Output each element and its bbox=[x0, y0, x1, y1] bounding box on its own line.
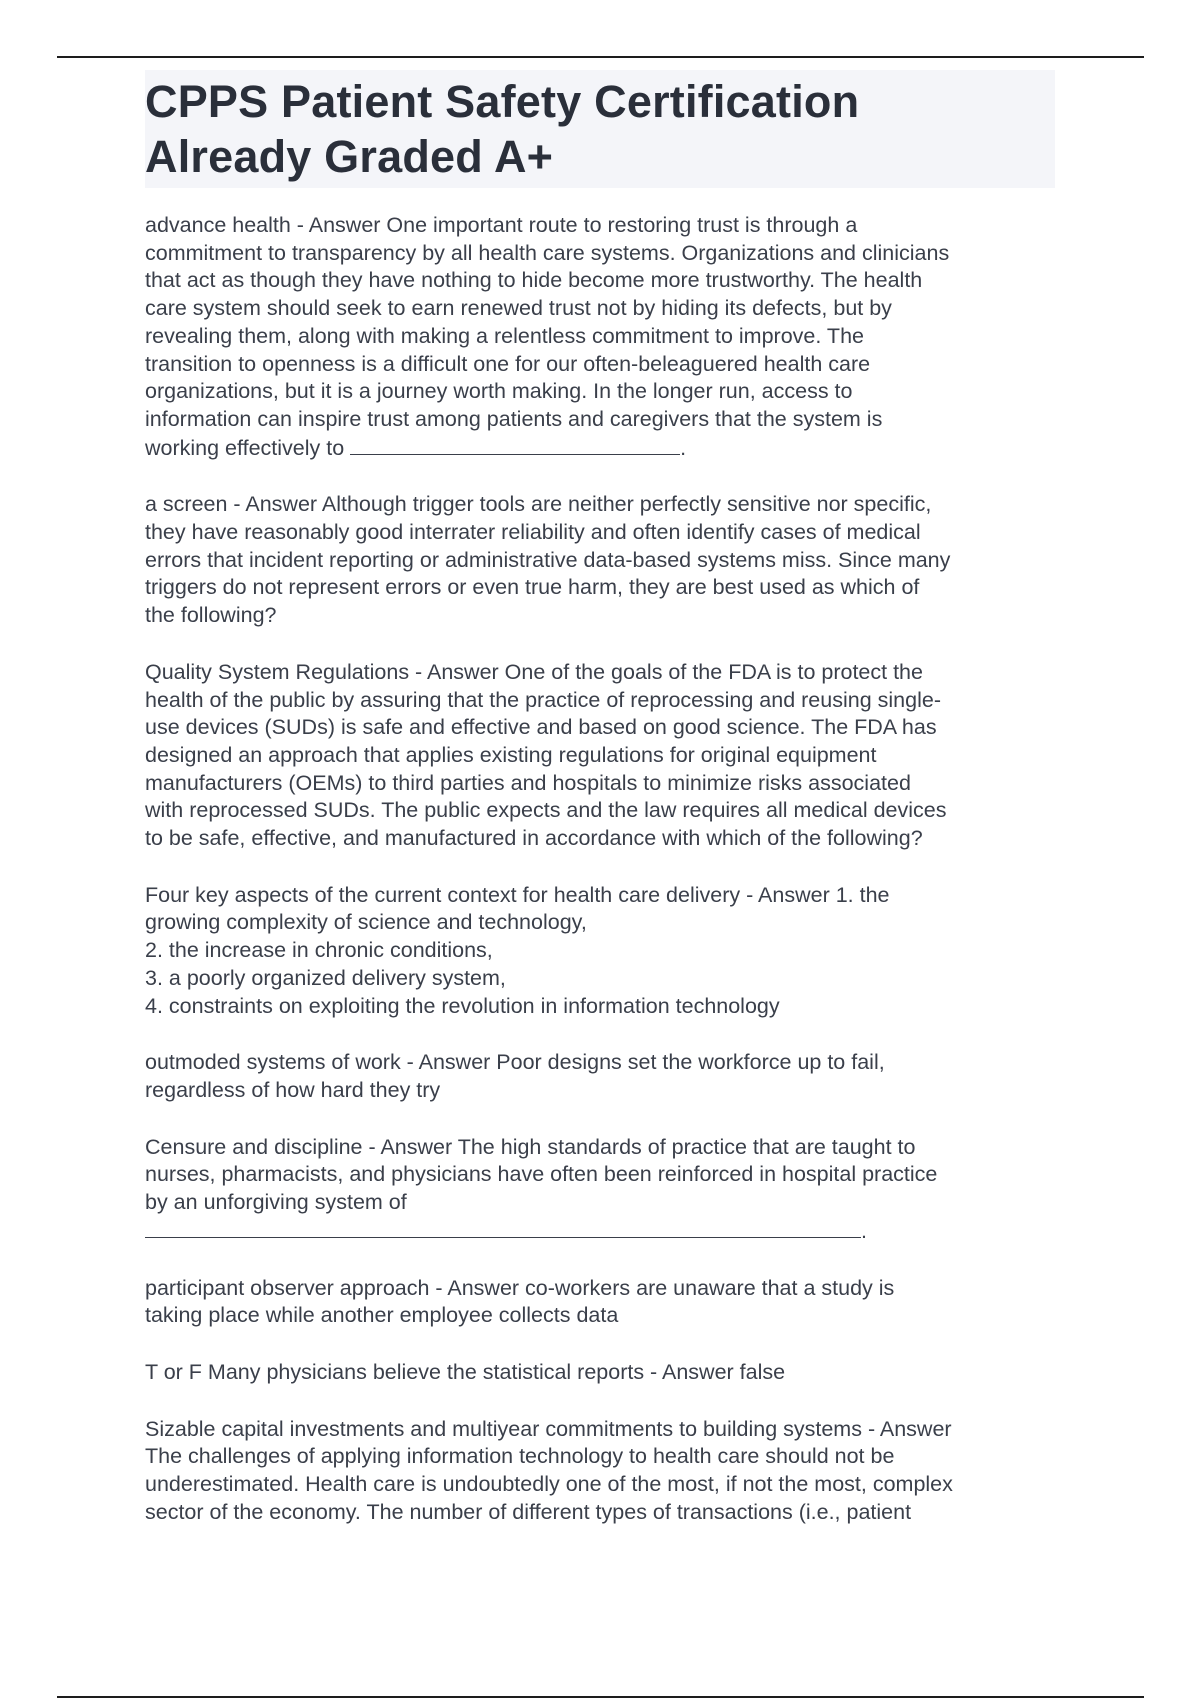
entry-line: manufacturers (OEMs) to third parties and hospitals to minimize risks associated bbox=[145, 770, 911, 795]
entry-line: nurses, pharmacists, and physicians have often been reinforced in hospital practice bbox=[145, 1162, 938, 1187]
entry-line: outmoded systems of work - Answer Poor designs set the workforce up to fail, bbox=[145, 1050, 885, 1075]
entry-line: designed an approach that applies existing regulations for original equipment bbox=[145, 742, 877, 767]
entry-line: participant observer approach - Answer co-workers are unaware that a study is bbox=[145, 1275, 895, 1300]
fill-in-blank bbox=[145, 1217, 861, 1238]
entry-line: revealing them, along with making a relentless commitment to improve. The bbox=[145, 323, 864, 348]
entry-line: The challenges of applying information technology to health care should not be bbox=[145, 1444, 895, 1469]
qa-entry-four-key-aspects bbox=[145, 882, 1055, 1021]
entry-line: a screen - Answer Although trigger tools are neither perfectly sensitive nor specific, bbox=[145, 492, 932, 517]
entry-line: working effectively to bbox=[145, 435, 345, 460]
entry-line: triggers do not represent errors or even true harm, they are best used as which of bbox=[145, 575, 920, 600]
entry-line: underestimated. Health care is undoubtedly one of the most, if not the most, complex bbox=[145, 1472, 953, 1497]
entry-line: organizations, but it is a journey worth making. In the longer run, access to bbox=[145, 379, 853, 404]
entry-line: information can inspire trust among patients and caregivers that the system is bbox=[145, 406, 883, 431]
qa-entry-outmoded-systems bbox=[145, 1049, 1055, 1104]
blank-tail: . bbox=[680, 435, 687, 460]
entry-line: errors that incident reporting or administrative data-based systems miss. Since many bbox=[145, 547, 951, 572]
entry-line: growing complexity of science and technology, bbox=[145, 910, 587, 935]
entry-line: to be safe, effective, and manufactured in accordance with which of the following? bbox=[145, 826, 923, 851]
entry-line: by an unforgiving system of bbox=[145, 1190, 407, 1215]
qa-entry-advance-health bbox=[145, 212, 1055, 462]
qa-entry-quality-system-regulations bbox=[145, 659, 1055, 853]
bottom-rule bbox=[57, 1696, 1144, 1698]
entry-line: sector of the economy. The number of different types of transactions (i.e., patient bbox=[145, 1499, 912, 1524]
qa-entry-participant-observer bbox=[145, 1275, 1055, 1330]
entry-line: commitment to transparency by all health care systems. Organizations and clinicians bbox=[145, 240, 950, 265]
entry-line: advance health - Answer One important route to restoring trust is through a bbox=[145, 213, 858, 237]
qa-entry-t-or-f bbox=[145, 1359, 1055, 1387]
entry-line: Quality System Regulations - Answer One of the goals of the FDA is to protect the bbox=[145, 659, 923, 684]
qa-entry-sizable-capital bbox=[145, 1416, 1055, 1527]
entry-line: with reprocessed SUDs. The public expects and the law requires all medical devices bbox=[145, 798, 947, 823]
entry-line: regardless of how hard they try bbox=[145, 1077, 441, 1102]
entry-line: they have reasonably good interrater reliability and often identify cases of medical bbox=[145, 520, 921, 545]
entry-line: care system should seek to earn renewed trust not by hiding its defects, but by bbox=[145, 296, 892, 321]
entry-line: Sizable capital investments and multiyear commitments to building systems - Answer bbox=[145, 1416, 952, 1441]
title-block bbox=[145, 70, 1055, 188]
title-line: Already Graded A+ bbox=[145, 131, 554, 182]
entry-line: use devices (SUDs) is safe and effective and based on good science. The FDA has bbox=[145, 715, 937, 740]
fill-in-blank bbox=[350, 434, 680, 455]
document-title bbox=[145, 74, 1055, 184]
entry-line: health of the public by assuring that the practice of reprocessing and reusing single- bbox=[145, 687, 941, 712]
entry-line: that act as though they have nothing to hide become more trustworthy. The health bbox=[145, 268, 923, 293]
entry-line-with-blank bbox=[145, 1217, 1055, 1246]
blank-tail: . bbox=[861, 1218, 867, 1243]
entry-line: 2. the increase in chronic conditions, bbox=[145, 938, 493, 963]
top-rule bbox=[57, 56, 1144, 58]
qa-entry-censure-and-discipline bbox=[145, 1134, 1055, 1246]
entry-line: 4. constraints on exploiting the revolution in information technology bbox=[145, 993, 780, 1018]
entry-line: T or F Many physicians believe the statistical reports - Answer false bbox=[145, 1359, 786, 1384]
entry-line: 3. a poorly organized delivery system, bbox=[145, 965, 506, 990]
entry-line: transition to openness is a difficult one for our often-beleaguered health care bbox=[145, 351, 871, 376]
entry-line: taking place while another employee collects data bbox=[145, 1303, 619, 1328]
document-body bbox=[145, 70, 1055, 1555]
entry-line-with-blank bbox=[145, 434, 1055, 463]
entry-line: the following? bbox=[145, 603, 277, 628]
entry-line: Four key aspects of the current context for health care delivery - Answer 1. the bbox=[145, 882, 890, 907]
title-line: CPPS Patient Safety Certification bbox=[145, 76, 860, 127]
qa-entry-a-screen bbox=[145, 491, 1055, 630]
entry-line: Censure and discipline - Answer The high standards of practice that are taught to bbox=[145, 1134, 916, 1159]
